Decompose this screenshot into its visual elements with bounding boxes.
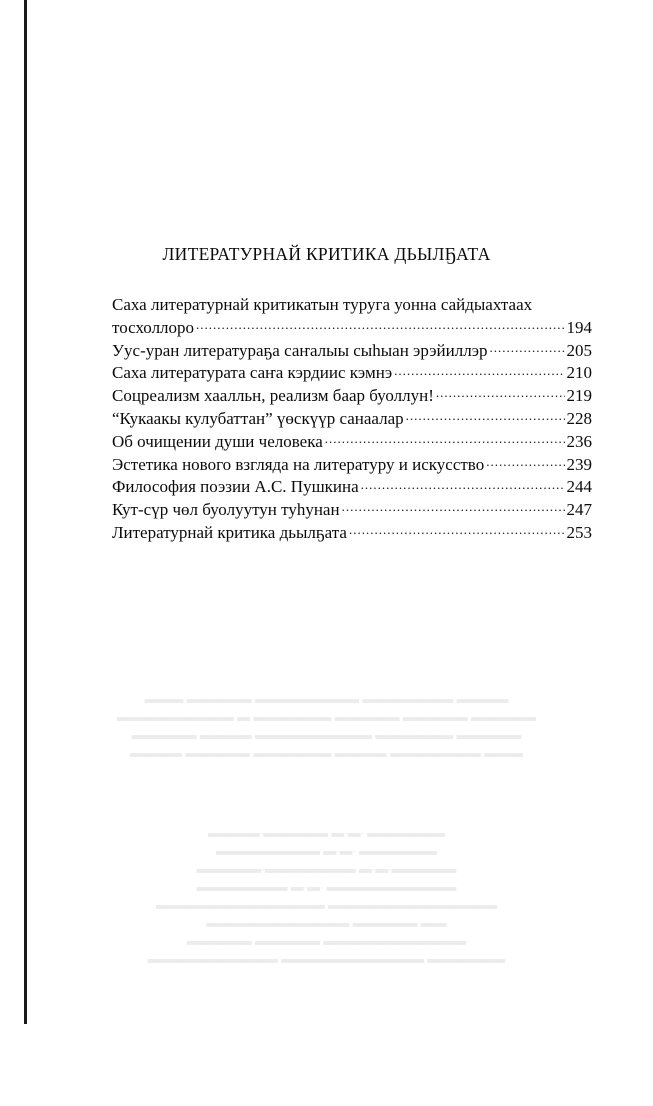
toc-entry-text: Кут-сүр чөл буолуутун туһунан (112, 500, 340, 520)
toc-page-number: 194 (566, 317, 592, 337)
toc-entry (112, 384, 592, 407)
toc-page-number: 253 (566, 522, 592, 542)
toc-page-number: 205 (566, 340, 592, 360)
toc-leader-dots (196, 316, 564, 333)
toc-leader-dots (325, 430, 565, 447)
toc-entry (112, 430, 592, 453)
toc-page-number: 219 (566, 386, 592, 406)
toc-leader-dots (394, 361, 564, 378)
toc-leader-dots (436, 384, 565, 401)
toc-page-number: 210 (566, 363, 592, 383)
toc-entry (112, 407, 592, 430)
toc-entry (112, 475, 592, 498)
toc-entry-text-line1: Саха литературнай критикатын туруга уонна сайдыахтаах (112, 295, 533, 314)
toc-leader-dots (349, 521, 565, 538)
toc-entry (112, 521, 592, 544)
toc-entry-text: Саха литературата саҥа кэрдиис кэмнэ (112, 363, 393, 383)
toc-entry-text: Эстетика нового взгляда на литературу и искусство (112, 454, 485, 474)
toc-entry-text: Философия поэзии А.С. Пушкина (112, 477, 359, 497)
show-through-texture: ▬▬▬▬▬▬▬▬▬▬ ▬▬▬▬▬▬▬▬▬▬▬ ▬▬▬▬▬▬ ▬▬▬▬▬ ▬▬▬▬▬ ▬▬▬▬▬▬▬▬▬▬▬ ▬▬▬▬▬▬▬▬▬▬▬ ▬▬▬▬▬ ▬▬ ▬▬▬▬▬▬▬▬▬▬▬▬▬ ▬▬▬▬▬▬▬▬▬▬▬▬▬ ▬▬▬▬▬▬▬ ▬.▬. ▬▬▬▬▬▬▬▬▬▬ ▬▬▬▬▬.▬▬▬▬▬▬▬ ▬.▬.▬▬▬▬▬ ▬▬▬▬▬▬▬▬ ▬.▬. ▬▬▬▬▬▬ ▬▬▬▬.▬▬▬▬▬ ▬.▬. ▬▬▬▬▬▬ (147, 830, 506, 971)
toc-page-number: 236 (566, 431, 592, 451)
toc-page-number: 228 (566, 408, 592, 428)
show-through-texture: ▬▬▬ ▬▬▬▬▬ ▬▬▬▬▬▬▬▬ ▬▬▬▬▬▬▬ ▬▬▬▬ ▬▬▬▬▬▬▬▬▬ ▬ ▬▬▬▬▬▬ ▬▬▬▬▬ ▬▬▬▬▬ ▬▬▬▬▬ ▬▬▬▬▬ ▬▬▬▬ ▬▬▬▬▬▬▬▬▬ ▬▬▬▬▬▬ ▬▬▬▬▬ ▬▬▬▬ ▬▬▬▬▬ ▬▬▬▬▬▬ ▬▬▬▬ ▬▬▬▬▬▬▬ ▬▬▬ (116, 691, 537, 760)
toc-entry-text: тосхоллоро (112, 317, 195, 337)
toc-entry (112, 498, 592, 521)
toc-entry-text: “Кукаакы кулубаттан” үөскүүр санаалар (112, 408, 404, 428)
toc-entry (112, 294, 592, 339)
toc-entry-text: Об очищении души человека (112, 431, 323, 451)
toc-entry (112, 453, 592, 476)
toc-leader-dots (406, 407, 565, 424)
toc-entry (112, 361, 592, 384)
toc-entry (112, 339, 592, 362)
toc-entry-text: Соцреализм хаалльн, реализм баар буоллун! (112, 386, 434, 406)
toc-leader-dots (361, 475, 565, 492)
table-of-contents (112, 294, 592, 544)
toc-page-number: 239 (566, 454, 592, 474)
page-edge-line (24, 0, 27, 1024)
toc-leader-dots (490, 339, 565, 356)
toc-leader-dots (342, 498, 565, 515)
page-title: ЛИТЕРАТУРНАЙ КРИТИКА ДЬЫЛҔАТА (162, 244, 491, 264)
toc-entry-text: Литературнай критика дьылҕата (112, 522, 347, 542)
toc-leader-dots (486, 453, 564, 470)
toc-entry-text: Уус-уран литератураҕа саҥалыы сыһыан эрэйиллэр (112, 340, 488, 360)
toc-page-number: 247 (566, 500, 592, 520)
toc-page-number: 244 (566, 477, 592, 497)
